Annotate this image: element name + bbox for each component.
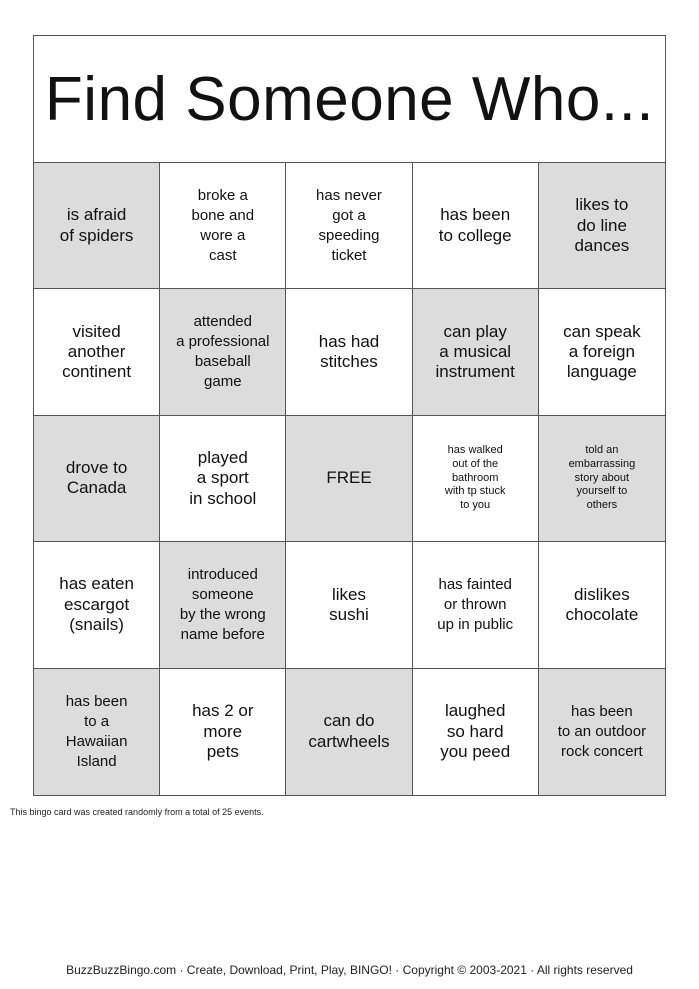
bingo-cell	[160, 289, 286, 415]
bingo-cell	[34, 289, 160, 415]
bingo-cell	[413, 542, 539, 668]
bingo-cell	[160, 163, 286, 289]
bingo-cell	[34, 416, 160, 542]
bingo-cell-text: can do cartwheels	[308, 711, 390, 751]
bingo-cell	[413, 289, 539, 415]
bingo-cell	[413, 669, 539, 795]
bingo-cell-text: told an embarrassing story about yourself to others	[568, 444, 636, 512]
bingo-cell-text: has walked out of the bathroom with tp stuck to you	[444, 444, 506, 512]
bingo-cell-text: played a sport in school	[189, 447, 257, 508]
bingo-cell	[413, 163, 539, 289]
bingo-cell-text: broke a bone and wore a cast	[191, 186, 255, 264]
bingo-cell	[286, 289, 412, 415]
bingo-cell-text: can speak a foreign language	[563, 321, 641, 382]
bingo-cell-text: has 2 or more pets	[192, 701, 254, 761]
bingo-cell	[34, 163, 160, 289]
bingo-cell	[286, 669, 412, 795]
bingo-cell	[539, 542, 665, 668]
footer-copyright: BuzzBuzzBingo.com · Create, Download, Print, Play, BINGO! · Copyright © 2003-2021 · All rights reserved	[66, 963, 633, 977]
bingo-cell	[286, 542, 412, 668]
card-title: Find Someone Who...	[44, 64, 655, 134]
bingo-cell	[34, 542, 160, 668]
bingo-cell-text: drove to Canada	[65, 458, 128, 498]
bingo-cell	[160, 416, 286, 542]
bingo-cell	[286, 163, 412, 289]
bingo-grid	[34, 163, 665, 795]
bingo-cell-text: is afraid of spiders	[59, 205, 134, 245]
bingo-cell	[539, 289, 665, 415]
bingo-cell-text: has had stitches	[318, 331, 380, 372]
bingo-cell-text: attended a professional baseball game	[176, 313, 270, 391]
bingo-cell	[539, 416, 665, 542]
bingo-cell-text: has eaten escargot (snails)	[59, 574, 134, 635]
bingo-cell-free	[286, 416, 412, 542]
bingo-cell-text: has never got a speeding ticket	[316, 186, 382, 264]
bingo-cell	[160, 542, 286, 668]
bingo-cell-text: can play a musical instrument	[435, 321, 515, 382]
bingo-cell-text: has been to an outdoor rock concert	[557, 702, 647, 760]
bingo-cell-text: FREE	[326, 468, 372, 488]
bingo-cell	[539, 669, 665, 795]
generation-note: This bingo card was created randomly from a total of 25 events.	[10, 807, 264, 817]
bingo-cell	[539, 163, 665, 289]
bingo-cell-text: likes to do line dances	[574, 195, 630, 255]
bingo-cell-text: has been to college	[438, 205, 512, 245]
bingo-cell	[160, 669, 286, 795]
bingo-cell	[413, 416, 539, 542]
bingo-card	[33, 35, 666, 796]
title-box	[34, 36, 665, 163]
bingo-cell-text: introduced someone by the wrong name before	[179, 566, 266, 643]
bingo-cell-text: has fainted or thrown up in public	[437, 575, 514, 633]
bingo-cell-text: laughed so hard you peed	[440, 701, 511, 761]
bingo-cell-text: visited another continent	[62, 321, 132, 382]
bingo-cell-text: has been to a Hawaiian Island	[65, 692, 128, 770]
bingo-cell	[34, 669, 160, 795]
bingo-cell-text: dislikes chocolate	[565, 584, 639, 624]
bingo-cell-text: likes sushi	[329, 584, 369, 624]
